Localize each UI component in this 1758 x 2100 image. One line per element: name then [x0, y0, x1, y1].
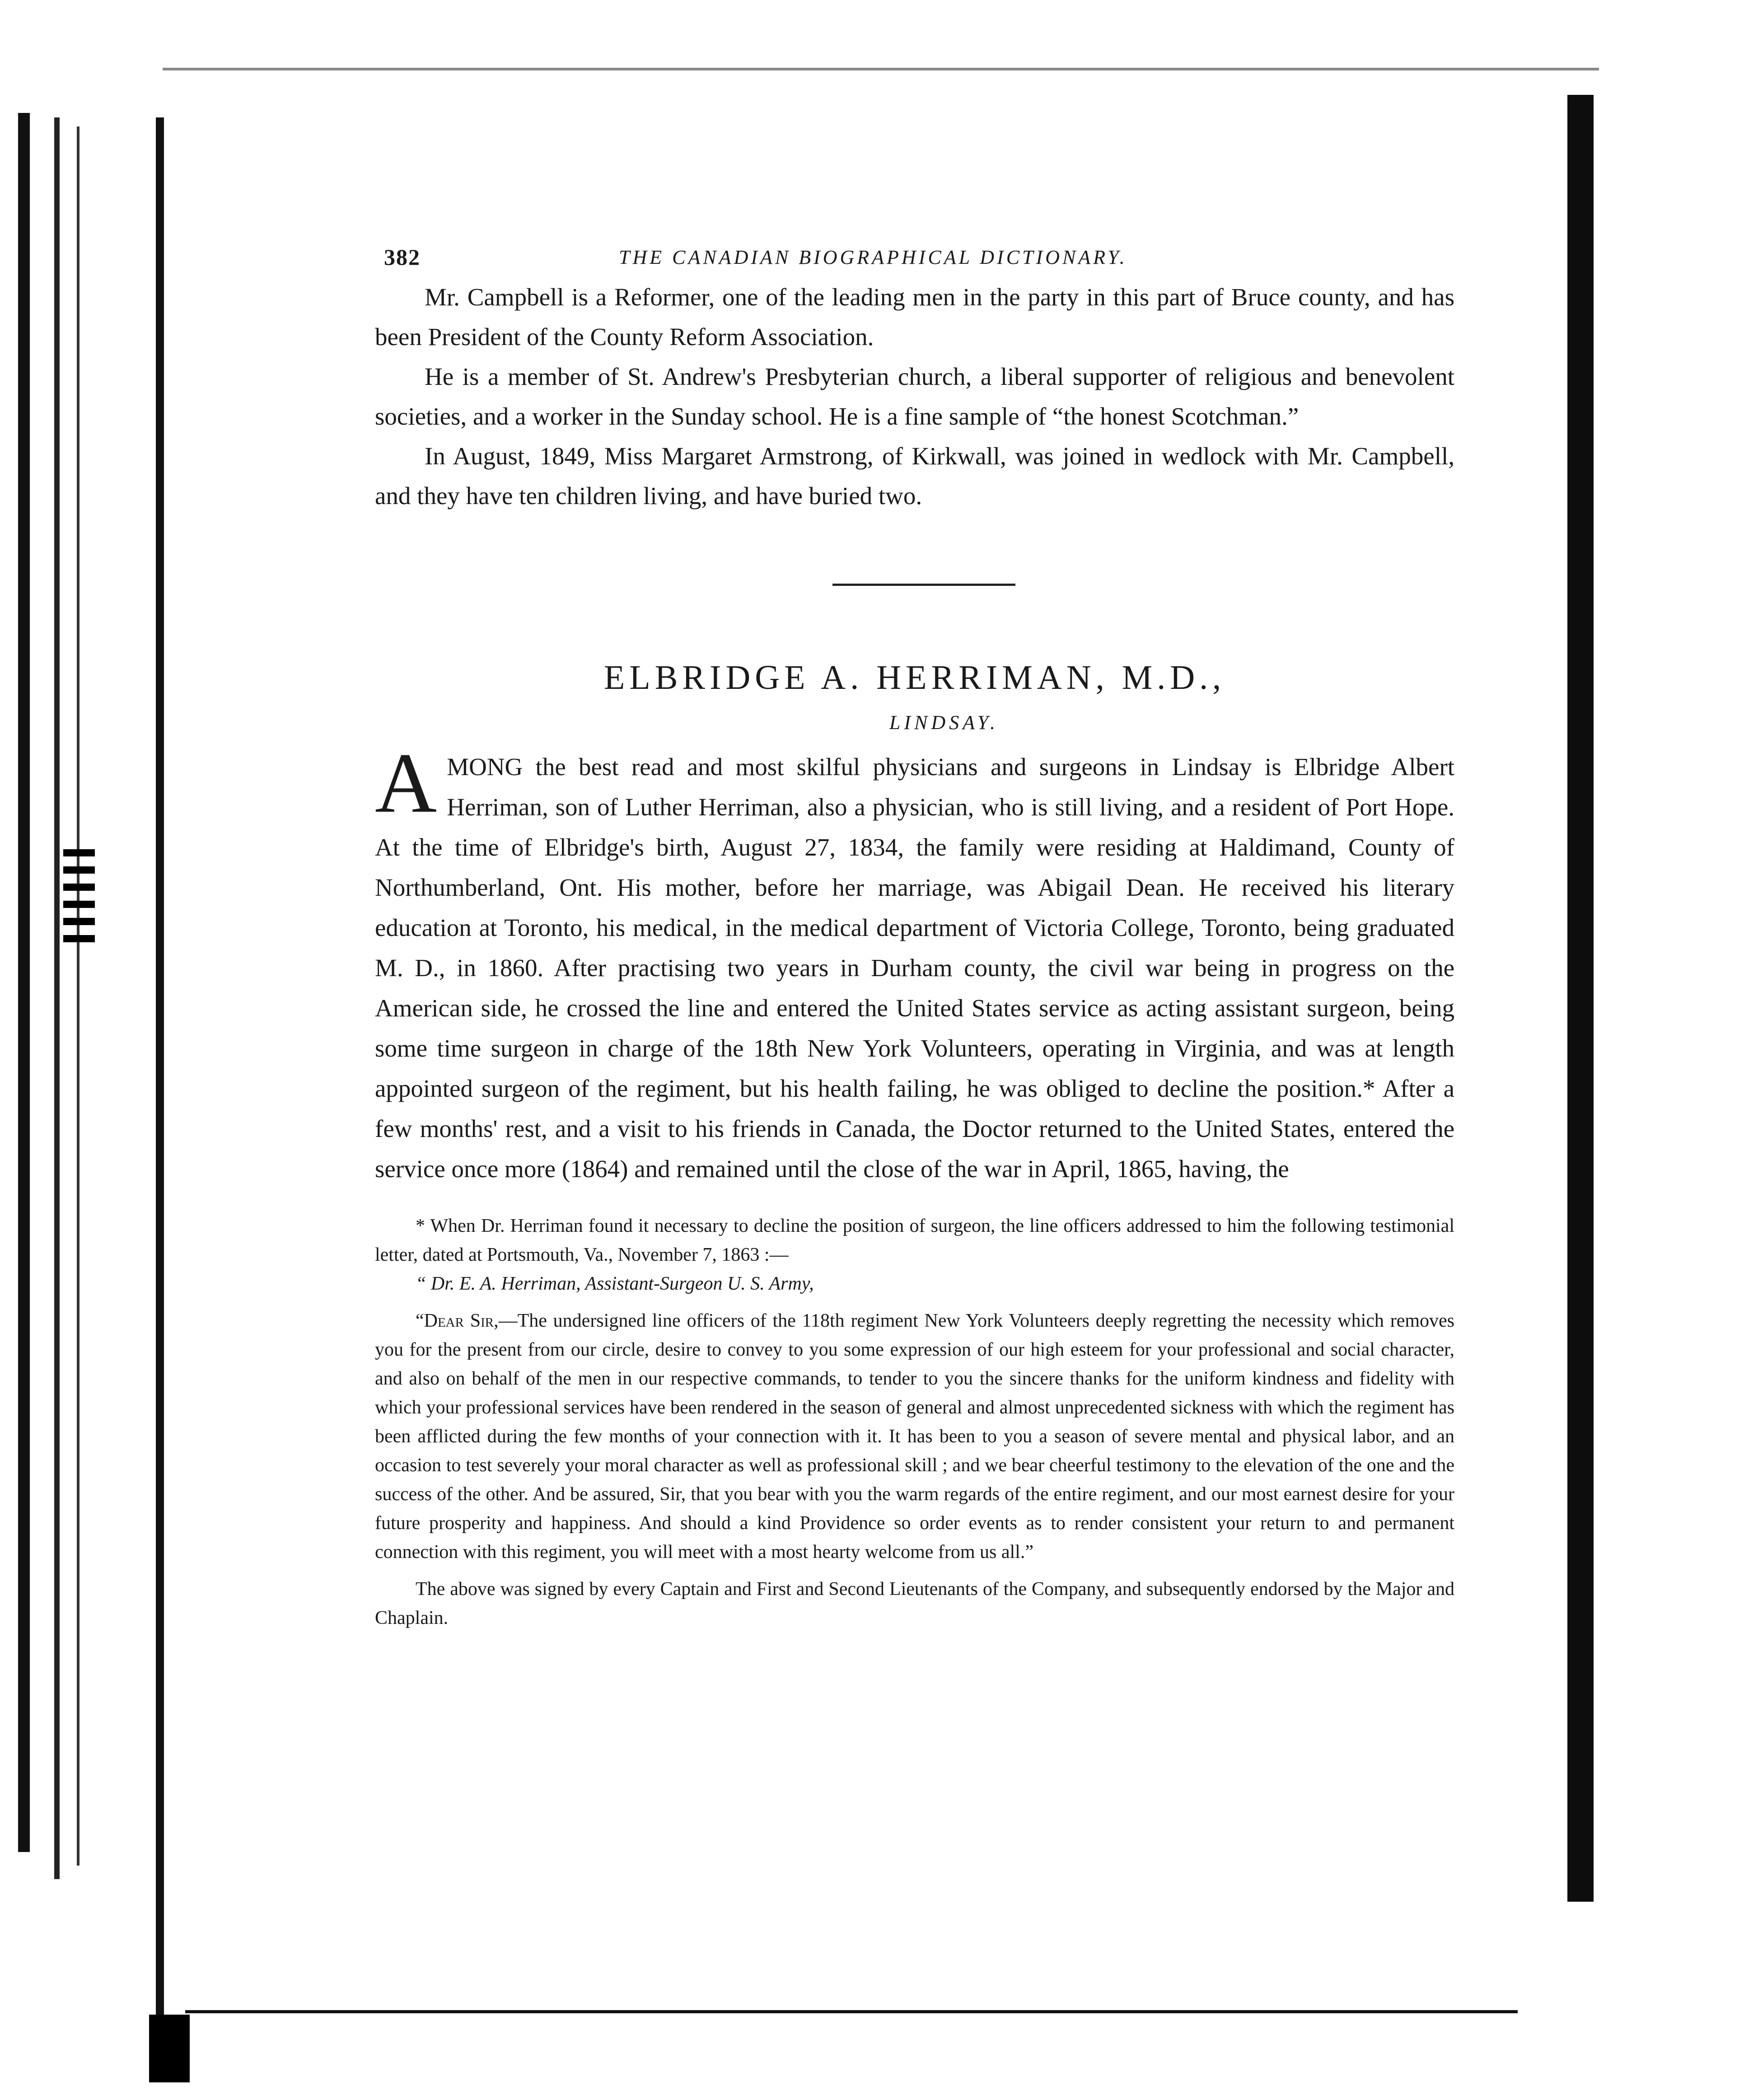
entry-body-text: the best read and most skilful physicians and surgeons in Lindsay is Elbridge Albert Herriman, son of Luther Herriman, also a physician, who is still living, and a resident of Port Hope. At the time of Elbridge's birth, August 27, 1834, the family were residing at Haldimand, County of Northumberland, Ont. His mother, before her marriage, was Abigail Dean. He received his literary education at Toronto, his medical, in the medical department of Victoria College, Toronto, being graduated M. D., in 1860. After practising two years in Durham county, the civil war being in progress on the American side, he crossed the line and entered the United States service as acting assistant surgeon, being some time surgeon in charge of the 18th New York Volunteers, operating in Virginia, and was at length appointed surgeon of the regiment, but his health failing, he was obliged to decline the position.* After a few months' rest, and a visit to his friends in Canada, the Doctor returned to the United States, entered the service once more (1864) and remained until the close of the war in April, 1865, having, the	[375, 753, 1454, 1183]
scan-page-edge-bottom	[185, 2010, 1518, 2013]
entry-place: LINDSAY.	[889, 711, 999, 734]
page-number: 382	[384, 244, 421, 270]
footnote-closing: The above was signed by every Captain and First and Second Lieutenants of the Company, and subsequently endorsed by the Major and Chaplain.	[375, 1579, 1454, 1628]
section-divider	[832, 584, 1015, 586]
previous-entry-paragraph-1: Mr. Campbell is a Reformer, one of the leading men in the party in this part of Bruce county, and has been President of the County Reform Association.	[375, 283, 1454, 351]
entry-title: ELBRIDGE A. HERRIMAN, M.D.,	[603, 659, 1226, 697]
scan-page-edge-right	[1567, 95, 1594, 1902]
book-page	[375, 235, 1454, 1632]
scan-border-left-inner	[54, 117, 60, 1879]
scan-border-left	[18, 113, 30, 1852]
footnote-letter-text: —The undersigned line officers of the 118th regiment New York Volunteers deeply regretting the necessity which removes you for the present from our circle, desire to convey to you some expression of our high esteem for your professional and social character, and also on behalf of the men in our respective commands, to tender to you the sincere thanks for the uniform kindness and fidelity with which your professional services have been rendered in the season of general and almost unprecedented sickness with which the regiment has been afflicted during the few months of your connection with it. It has been to you a season of severe mental and physical labor, and an occasion to test severely your moral character as well as professional skill ; and we bear cheerful testimony to the elevation of the one and the success of the other. And be assured, Sir, that you bear with you the warm regards of the entire regiment, and our most earnest desire for your future prosperity and happiness. And should a kind Providence so order events as to render consistent your return to and permanent connection with this regiment, you will meet with a most hearty welcome from us all.”	[375, 1310, 1454, 1562]
footnote-letter	[375, 1306, 1454, 1567]
scan-page-edge-left	[156, 117, 164, 2015]
entry-body	[375, 736, 1454, 1189]
footnote-salutation: “Dear Sir,	[416, 1310, 499, 1331]
footnote	[375, 1211, 1454, 1632]
footnote-intro: * When Dr. Herriman found it necessary to decline the position of surgeon, the line officers addressed to him the following testimonial letter, dated at Portsmouth, Va., November 7, 1863 :—	[375, 1216, 1454, 1265]
drop-cap: A	[375, 736, 437, 831]
scan-page-edge-top	[163, 68, 1599, 70]
previous-entry-paragraph-3: In August, 1849, Miss Margaret Armstrong, of Kirkwall, was joined in wedlock with Mr. Campbell, and they have ten children living, and have buried two.	[375, 442, 1454, 510]
previous-entry-paragraph-2: He is a member of St. Andrew's Presbyterian church, a liberal supporter of religious and benevolent societies, and a worker in the Sunday school. He is a fine sample of “the honest Scotchman.”	[375, 363, 1454, 430]
running-title: THE CANADIAN BIOGRAPHICAL DICTIONARY.	[619, 246, 1127, 268]
first-word-rest: MONG	[447, 753, 523, 781]
scan-corner-mark	[149, 2015, 190, 2082]
running-head	[375, 235, 1454, 276]
footnote-address: “ Dr. E. A. Herriman, Assistant-Surgeon U. S. Army,	[416, 1273, 814, 1294]
scan-barcode-marks	[63, 849, 95, 1003]
